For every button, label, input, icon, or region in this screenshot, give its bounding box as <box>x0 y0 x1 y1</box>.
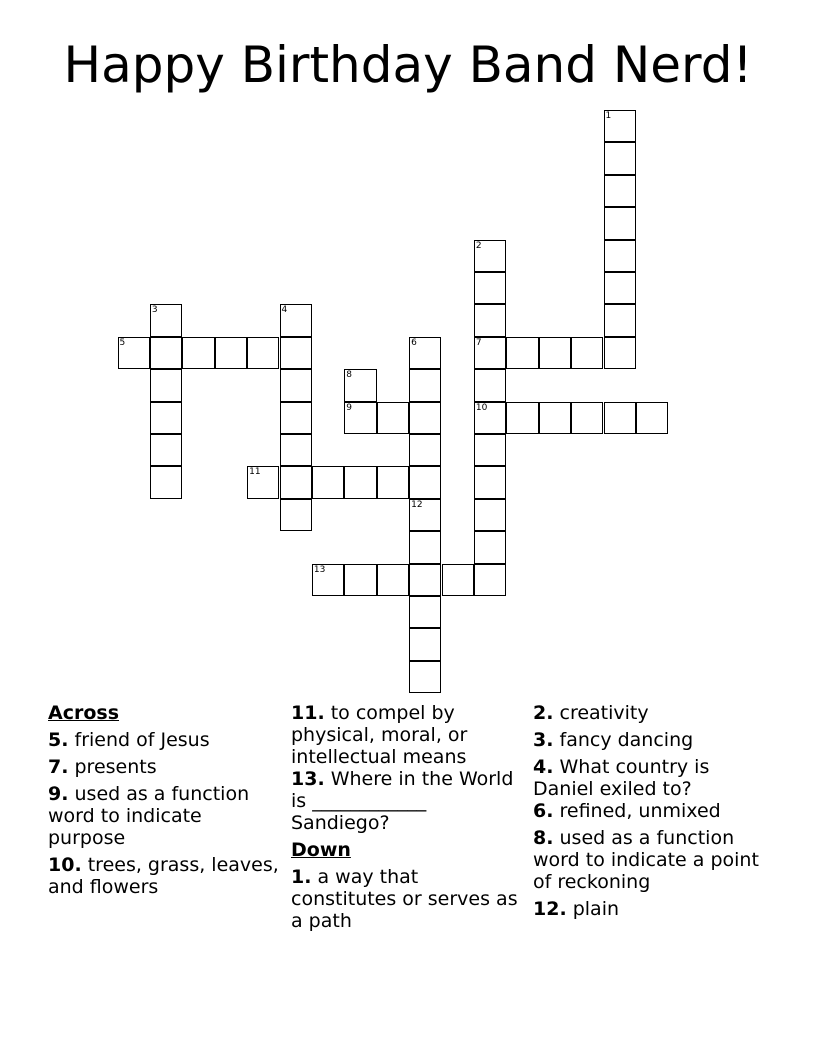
grid-cell[interactable] <box>344 564 376 596</box>
grid-cell[interactable] <box>150 434 182 466</box>
clue-number: 1 <box>605 111 612 121</box>
grid-cell[interactable] <box>636 402 668 434</box>
clue-across-10: 10. trees, grass, leaves, and flowers <box>48 854 279 898</box>
clue-number: 4 <box>281 305 288 316</box>
clue-across-13: 13. Where in the World is ____________ Sandiego? <box>291 768 514 834</box>
clue-down-4: 4. What country is Daniel exiled to? <box>533 756 710 800</box>
grid-cell[interactable] <box>344 402 376 434</box>
grid-cell[interactable] <box>506 337 538 369</box>
grid-cell[interactable] <box>377 402 409 434</box>
grid-cell[interactable] <box>409 661 441 693</box>
clue-across-7: 7. presents <box>48 756 157 778</box>
grid-cell[interactable] <box>150 402 182 434</box>
grid-cell[interactable] <box>280 304 312 336</box>
grid-cell[interactable] <box>474 434 506 466</box>
grid-cell[interactable] <box>604 142 636 174</box>
grid-cell[interactable] <box>377 564 409 596</box>
grid-cell[interactable] <box>604 207 636 239</box>
grid-cell[interactable] <box>312 564 344 596</box>
grid-cell[interactable] <box>474 304 506 336</box>
clue-across-5: 5. friend of Jesus <box>48 729 210 751</box>
clues-column-2 <box>291 702 527 937</box>
grid-cell[interactable] <box>474 402 506 434</box>
clue-down-3: 3. fancy dancing <box>533 729 694 751</box>
grid-cell[interactable] <box>118 337 150 369</box>
grid-cell[interactable] <box>409 596 441 628</box>
across-heading: Across <box>48 702 120 724</box>
grid-cell[interactable] <box>474 369 506 401</box>
grid-cell[interactable] <box>409 628 441 660</box>
grid-cell[interactable] <box>474 466 506 498</box>
grid-cell[interactable] <box>247 337 279 369</box>
grid-cell[interactable] <box>150 369 182 401</box>
grid-cell[interactable] <box>604 337 636 369</box>
grid-cell[interactable] <box>409 434 441 466</box>
clue-number: 2 <box>475 240 482 251</box>
clue-down-2: 2. creativity <box>533 702 649 724</box>
grid-cell[interactable] <box>571 337 603 369</box>
clue-across-9: 9. used as a function word to indicate purpose <box>48 783 250 849</box>
clue-number: 6 <box>411 337 417 348</box>
grid-cell[interactable] <box>150 337 182 369</box>
clue-number: 8 <box>346 370 353 381</box>
grid-cell[interactable] <box>312 466 344 498</box>
grid-cell[interactable] <box>604 175 636 207</box>
grid-cell[interactable] <box>280 499 312 531</box>
clue-across-11: 11. to compel by physical, moral, or intellectual means <box>291 702 468 768</box>
grid-cell[interactable] <box>409 499 441 531</box>
grid-cell[interactable] <box>474 272 506 304</box>
clue-number: 5 <box>119 337 126 348</box>
grid-cell[interactable] <box>280 337 312 369</box>
grid-cell[interactable] <box>280 434 312 466</box>
grid-cell[interactable] <box>344 369 376 401</box>
down-heading: Down <box>291 839 351 861</box>
grid-cell[interactable] <box>409 466 441 498</box>
grid-cell[interactable] <box>280 466 312 498</box>
puzzle-title: Happy Birthday Band Nerd! <box>63 36 753 94</box>
grid-cell[interactable] <box>604 402 636 434</box>
grid-cell[interactable] <box>604 240 636 272</box>
grid-cell[interactable] <box>344 466 376 498</box>
clue-number: 13 <box>313 564 326 575</box>
clue-number: 3 <box>151 305 158 316</box>
grid-cell[interactable] <box>150 466 182 498</box>
clue-number: 10 <box>475 402 488 413</box>
grid-cell[interactable] <box>474 531 506 563</box>
grid-cell[interactable] <box>409 531 441 563</box>
grid-cell[interactable] <box>571 402 603 434</box>
grid-cell[interactable] <box>409 337 441 369</box>
clues-column-1 <box>48 702 284 903</box>
clue-number: 7 <box>475 337 482 348</box>
clues-column-3 <box>533 702 769 925</box>
grid-cell[interactable] <box>474 499 506 531</box>
grid-cell[interactable] <box>150 304 182 336</box>
grid-cell[interactable] <box>604 304 636 336</box>
clue-number: 9 <box>346 402 353 413</box>
grid-cell[interactable] <box>474 337 506 369</box>
grid-cell[interactable] <box>506 402 538 434</box>
grid-cell[interactable] <box>474 240 506 272</box>
grid-cell[interactable] <box>280 402 312 434</box>
clue-number: 11 <box>249 467 261 478</box>
grid-cell[interactable] <box>604 272 636 304</box>
clue-number: 12 <box>411 499 423 510</box>
grid-cell[interactable] <box>539 337 571 369</box>
grid-cell[interactable] <box>539 402 571 434</box>
grid-cell[interactable] <box>409 402 441 434</box>
clue-down-6: 6. refined, unmixed <box>533 800 721 822</box>
grid-cell[interactable] <box>409 564 441 596</box>
clue-down-1: 1. a way that constitutes or serves as a path <box>291 866 518 932</box>
grid-cell[interactable] <box>182 337 214 369</box>
grid-cell[interactable] <box>280 369 312 401</box>
grid-cell[interactable] <box>474 564 506 596</box>
clue-down-8: 8. used as a function word to indicate a point of reckoning <box>533 827 759 893</box>
grid-cell[interactable] <box>604 110 636 142</box>
clue-down-12: 12. plain <box>533 898 620 920</box>
grid-cell[interactable] <box>409 369 441 401</box>
grid-cell[interactable] <box>442 564 474 596</box>
grid-cell[interactable] <box>377 466 409 498</box>
grid-cell[interactable] <box>247 466 279 498</box>
grid-cell[interactable] <box>215 337 247 369</box>
